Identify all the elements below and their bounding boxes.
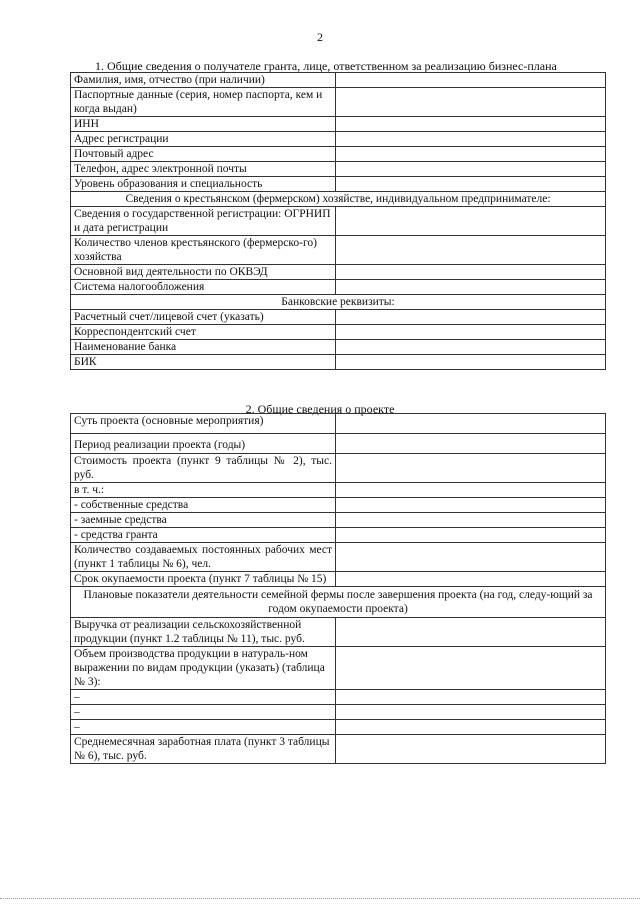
table-row bbox=[71, 513, 606, 528]
table-row bbox=[71, 280, 606, 295]
field-value[interactable] bbox=[336, 325, 606, 340]
field-value[interactable] bbox=[336, 690, 606, 705]
table-row bbox=[71, 265, 606, 280]
field-label: Система налогообложения bbox=[71, 280, 336, 295]
field-value[interactable] bbox=[336, 720, 606, 735]
field-label: Сведения о государственной регистрации: ОГРНИП и дата регистрации bbox=[71, 207, 336, 236]
field-label: Стоимость проекта (пункт 9 таблицы № 2), тыс. руб. bbox=[71, 454, 336, 483]
field-label: Количество создаваемых постоянных рабочих мест (пункт 1 таблицы № 6), чел. bbox=[71, 543, 336, 572]
field-label: Корреспондентский счет bbox=[71, 325, 336, 340]
table-row bbox=[71, 73, 606, 88]
field-value[interactable] bbox=[336, 265, 606, 280]
subsection-heading-farm: Сведения о крестьянском (фермерском) хозяйстве, индивидуальном предпринимателе: bbox=[71, 192, 606, 207]
field-value[interactable] bbox=[336, 340, 606, 355]
table-row bbox=[71, 543, 606, 572]
field-label: Количество членов крестьянского (фермерско-го) хозяйства bbox=[71, 236, 336, 265]
field-label: в т. ч.: bbox=[71, 483, 336, 498]
section2-title: 2. Общие сведения о проекте bbox=[245, 402, 395, 416]
field-label: - заемные средства bbox=[71, 513, 336, 528]
table-row bbox=[71, 690, 606, 705]
page-number: 2 bbox=[317, 30, 323, 44]
field-label: БИК bbox=[71, 355, 336, 370]
field-value[interactable] bbox=[336, 528, 606, 543]
table-row bbox=[71, 414, 606, 434]
table-row bbox=[71, 207, 606, 236]
project-info-table bbox=[70, 413, 606, 764]
field-value[interactable] bbox=[336, 498, 606, 513]
field-value[interactable] bbox=[336, 280, 606, 295]
field-value[interactable] bbox=[336, 572, 606, 587]
table-row bbox=[71, 355, 606, 370]
table-row bbox=[71, 618, 606, 647]
field-label: - собственные средства bbox=[71, 498, 336, 513]
table-row bbox=[71, 528, 606, 543]
field-label: – bbox=[71, 690, 336, 705]
field-value[interactable] bbox=[336, 513, 606, 528]
table-row bbox=[71, 132, 606, 147]
table-row bbox=[71, 483, 606, 498]
field-label: Суть проекта (основные мероприятия) bbox=[71, 414, 336, 434]
field-label: Период реализации проекта (годы) bbox=[71, 434, 336, 454]
field-label: ИНН bbox=[71, 117, 336, 132]
field-value[interactable] bbox=[336, 414, 606, 434]
field-label: Наименование банка bbox=[71, 340, 336, 355]
field-label: Адрес регистрации bbox=[71, 132, 336, 147]
page-bottom-edge bbox=[0, 898, 640, 899]
table-row bbox=[71, 192, 606, 207]
field-value[interactable] bbox=[336, 147, 606, 162]
table-row bbox=[71, 177, 606, 192]
table-row bbox=[71, 735, 606, 764]
field-label: Среднемесячная заработная плата (пункт 3 таблицы № 6), тыс. руб. bbox=[71, 735, 336, 764]
field-label: Уровень образования и специальность bbox=[71, 177, 336, 192]
field-label: Срок окупаемости проекта (пункт 7 таблицы № 15) bbox=[71, 572, 336, 587]
table-row bbox=[71, 434, 606, 454]
table-row bbox=[71, 325, 606, 340]
table-row bbox=[71, 572, 606, 587]
field-value[interactable] bbox=[336, 647, 606, 690]
table-row bbox=[71, 647, 606, 690]
table-row bbox=[71, 720, 606, 735]
table-row bbox=[71, 88, 606, 117]
field-value[interactable] bbox=[336, 207, 606, 236]
field-value[interactable] bbox=[336, 132, 606, 147]
table-row bbox=[71, 117, 606, 132]
recipient-info-table bbox=[70, 72, 606, 370]
table-row bbox=[71, 236, 606, 265]
field-value[interactable] bbox=[336, 483, 606, 498]
field-value[interactable] bbox=[336, 88, 606, 117]
field-label: Объем производства продукции в натураль-ном выражении по видам продукции (указать) (таблица № 3): bbox=[71, 647, 336, 690]
table-row bbox=[71, 295, 606, 310]
field-label: Выручка от реализации сельскохозяйственной продукции (пункт 1.2 таблицы № 11), тыс. руб. bbox=[71, 618, 336, 647]
field-label: – bbox=[71, 705, 336, 720]
table-row bbox=[71, 498, 606, 513]
table-row bbox=[71, 147, 606, 162]
field-label: Основной вид деятельности по ОКВЭД bbox=[71, 265, 336, 280]
field-value[interactable] bbox=[336, 618, 606, 647]
table-row bbox=[71, 587, 606, 618]
table-row bbox=[71, 310, 606, 325]
field-label: – bbox=[71, 720, 336, 735]
field-label: Почтовый адрес bbox=[71, 147, 336, 162]
field-label: Фамилия, имя, отчество (при наличии) bbox=[71, 73, 336, 88]
field-label: Паспортные данные (серия, номер паспорта, кем и когда выдан) bbox=[71, 88, 336, 117]
field-value[interactable] bbox=[336, 310, 606, 325]
section1-title: 1. Общие сведения о получателе гранта, лице, ответственном за реализацию бизнес-плана bbox=[95, 59, 557, 73]
table-row bbox=[71, 454, 606, 483]
field-value[interactable] bbox=[336, 117, 606, 132]
subsection-heading-bank: Банковские реквизиты: bbox=[71, 295, 606, 310]
subsection-heading-planned: Плановые показатели деятельности семейной фермы после завершения проекта (на год, следу-ющий за годом окупаемости проекта) bbox=[71, 587, 606, 618]
field-value[interactable] bbox=[336, 735, 606, 764]
field-value[interactable] bbox=[336, 543, 606, 572]
field-value[interactable] bbox=[336, 162, 606, 177]
table-row bbox=[71, 705, 606, 720]
field-value[interactable] bbox=[336, 355, 606, 370]
table-row bbox=[71, 162, 606, 177]
field-label: Расчетный счет/лицевой счет (указать) bbox=[71, 310, 336, 325]
field-value[interactable] bbox=[336, 454, 606, 483]
field-value[interactable] bbox=[336, 434, 606, 454]
field-label: - средства гранта bbox=[71, 528, 336, 543]
table-row bbox=[71, 340, 606, 355]
field-value[interactable] bbox=[336, 177, 606, 192]
field-value[interactable] bbox=[336, 705, 606, 720]
field-label: Телефон, адрес электронной почты bbox=[71, 162, 336, 177]
field-value[interactable] bbox=[336, 236, 606, 265]
field-value[interactable] bbox=[336, 73, 606, 88]
